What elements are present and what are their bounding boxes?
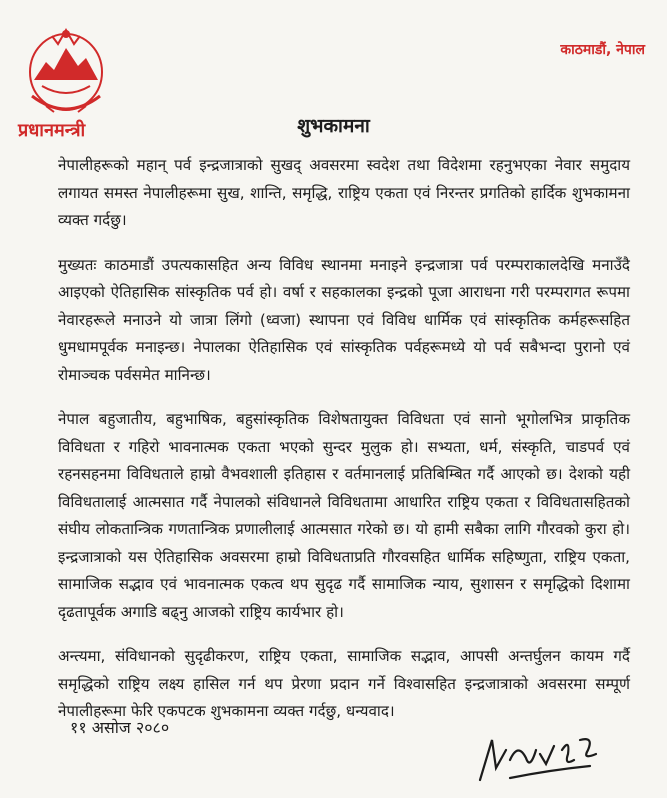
paragraph-3: नेपाल बहुजातीय, बहुभाषिक, बहुसांस्कृतिक विशेषतायुक्त विविधता एवं सानो भूगोलभित्र प्राकृतिक विविधता र गहिरो भावनात्मक एकता भएको सुन्दर मुलुक हो। सभ्यता, धर्म, संस्कृति, चाडपर्व एवं रहनसहनमा विविधताले हाम्रो वैभवशाली इतिहास र वर्तमानलाई प्रतिबिम्बित गर्दै आएको छ। देशको यही विविधतालाई आत्मसात गर्दै नेपालको संविधानले विविधतामा आधारित राष्ट्रिय एकता र विविधतासहितको संघीय लोकतान्त्रिक गणतान्त्रिक प्रणालीलाई आत्मसात गरेको छ। यो हामी सबैका लागि गौरवको कुरा हो। इन्द्रजात्राको यस ऐतिहासिक अवसरमा हाम्रो विविधताप्रति गौरवसहित धार्मिक सहिष्णुता, राष्ट्रिय एकता, सामाजिक सद्भाव एवं भावनात्मक एकत्व थप सुदृढ गर्दै सामाजिक न्याय, सुशासन र समृद्धिको दिशामा दृढतापूर्वक अगाडि बढ्नु आजको राष्ट्रिय कार्यभार हो। xyxy=(58,410,630,621)
document-body xyxy=(58,152,630,743)
office-title: प्रधानमन्त्री xyxy=(18,120,86,141)
signature xyxy=(470,720,620,790)
document-date: ११ असोज २०८० xyxy=(70,718,170,737)
nepal-national-emblem-icon xyxy=(22,22,110,118)
location-label: काठमाडौं, नेपाल xyxy=(560,42,645,58)
paragraph-4: अन्त्यमा, संविधानको सुदृढीकरण, राष्ट्रिय एकता, सामाजिक सद्भाव, आपसी अन्तर्घुलन कायम गर्दै समृद्धिको राष्ट्रिय लक्ष्य हासिल गर्न थप प्रेरणा प्रदान गर्ने विश्वासहित इन्द्रजात्राको अवसरमा सम्पूर्ण नेपालीहरूमा फेरि एकपटक शुभकामना व्यक्त गर्दछु, धन्यवाद। xyxy=(58,647,630,720)
paragraph-1: नेपालीहरूको महान् पर्व इन्द्रजात्राको सुखद् अवसरमा स्वदेश तथा विदेशमा रहनुभएका नेवार समुदाय लगायत समस्त नेपालीहरूमा सुख, शान्ति, समृद्धि, राष्ट्रिय एकता एवं निरन्तर प्रगतिको हार्दिक शुभकामना व्यक्त गर्दछु। xyxy=(58,156,630,229)
paragraph-2: मुख्यतः काठमाडौं उपत्यकासहित अन्य विविध स्थानमा मनाइने इन्द्रजात्रा पर्व परम्पराकालदेखि मनाउँदै आइएको ऐतिहासिक सांस्कृतिक पर्व हो। वर्षा र सहकालका इन्द्रको पूजा आराधना गरी परम्परागत रूपमा नेवारहरूले मनाउने यो जात्रा लिंगो (ध्वजा) स्थापना एवं विविध धार्मिक एवं सांस्कृतिक कर्महरूसहित धुमधामपूर्वक मनाइन्छ। नेपालका ऐतिहासिक एवं सांस्कृतिक पर्वहरूमध्ये यो पर्व सबैभन्दा पुरानो एवं रोमाञ्चक पर्वसमेत मानिन्छ। xyxy=(58,255,630,384)
document-heading: शुभकामना xyxy=(297,115,370,137)
